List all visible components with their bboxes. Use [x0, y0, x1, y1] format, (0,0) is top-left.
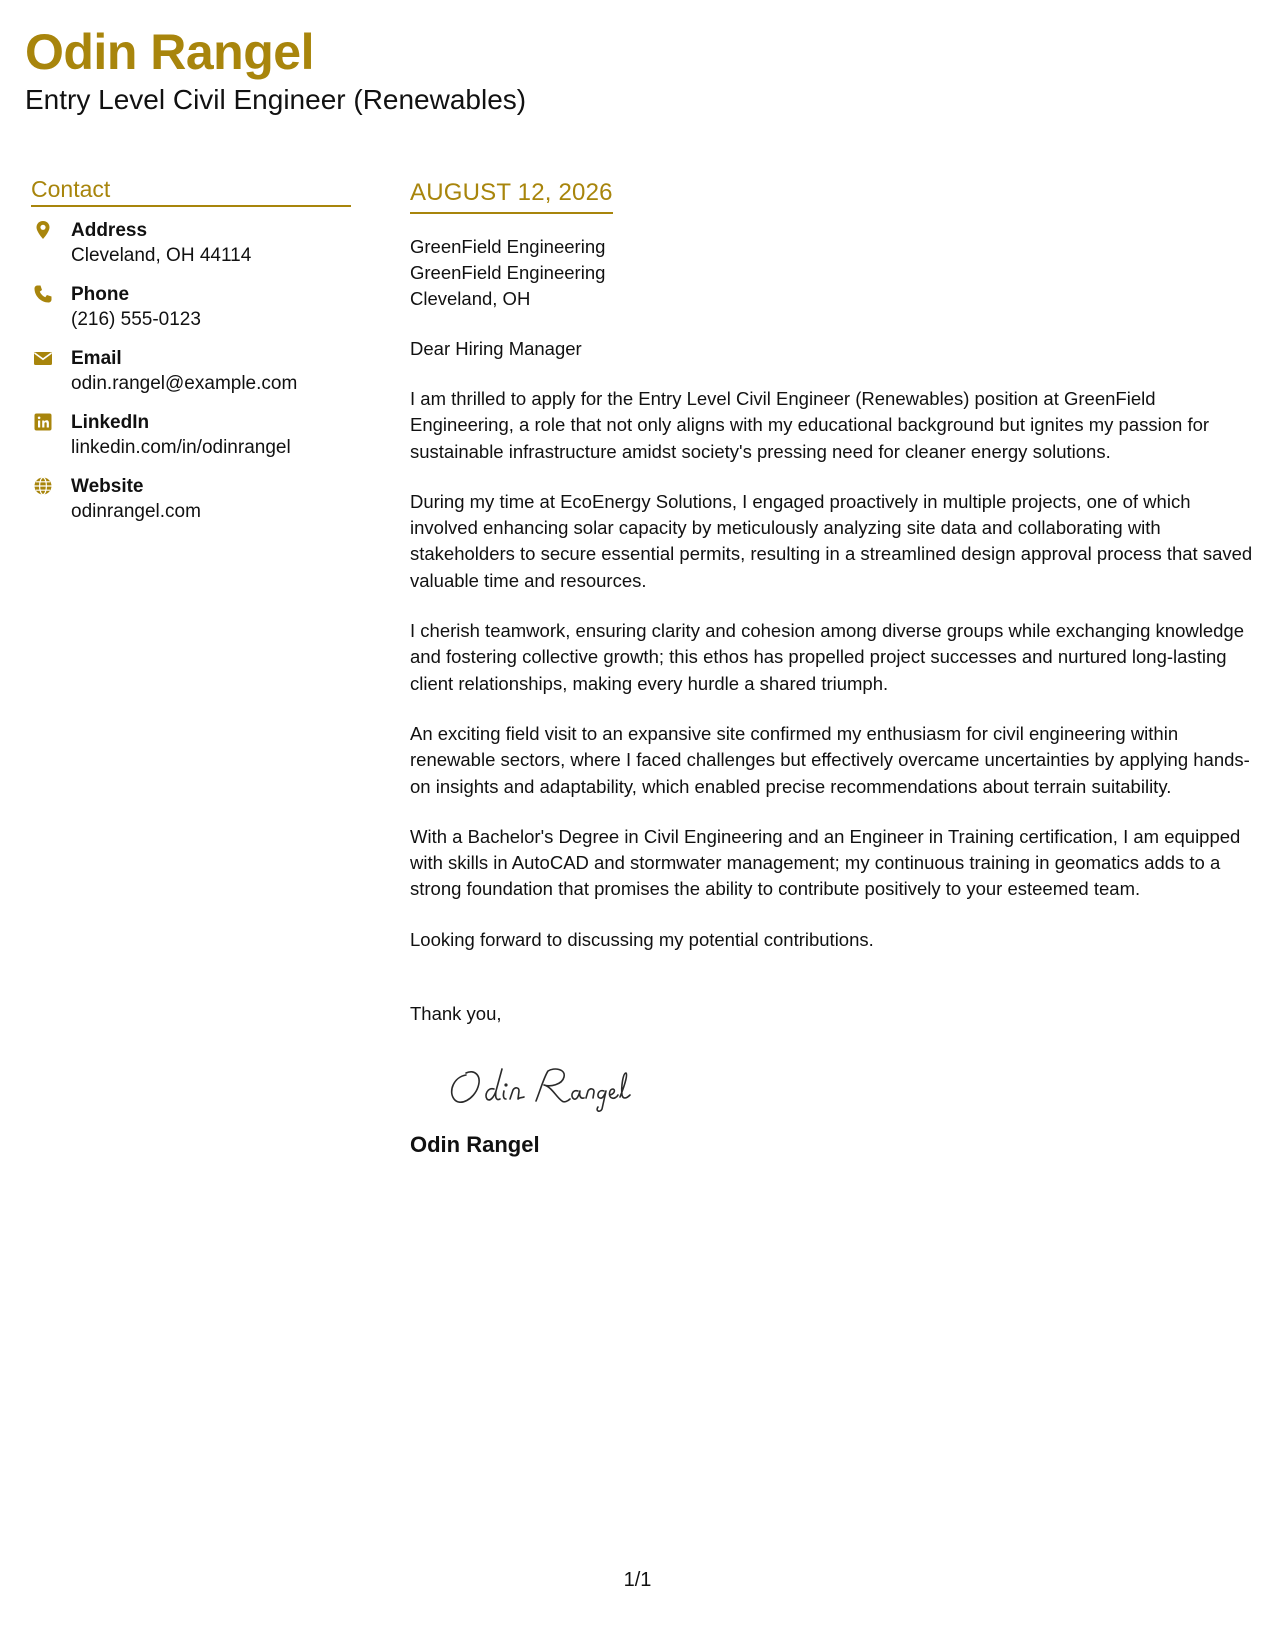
- job-title: Entry Level Civil Engineer (Renewables): [25, 84, 527, 115]
- linkedin-value: linkedin.com/in/odinrangel: [71, 437, 291, 458]
- contact-heading: Contact: [31, 175, 351, 207]
- recipient-line: GreenField Engineering: [410, 236, 606, 257]
- recipient-block: [410, 234, 1260, 312]
- paragraph: With a Bachelor's Degree in Civil Engineering and an Engineer in Training certification, I am equipped with skills in AutoCAD and stormwater management; my continuous training in geomatics adds to a strong foundation that promises the ability to contribute positively to your esteemed team.: [410, 825, 1241, 900]
- address-label: Address: [71, 220, 148, 241]
- applicant-name: Odin Rangel: [25, 24, 314, 80]
- paragraph: During my time at EcoEnergy Solutions, I engaged proactively in multiple projects, one of which involved enhancing solar capacity by meticulously analyzing site data and collaborating with stakeholders to secure essential permits, resulting in a streamlined design approval process that saved valuable time and resources.: [410, 490, 1253, 591]
- linkedin-label: LinkedIn: [71, 412, 150, 433]
- recipient-line: Cleveland, OH: [410, 288, 531, 309]
- website-value: odinrangel.com: [71, 501, 201, 522]
- contact-linkedin: [31, 411, 351, 460]
- website-label: Website: [71, 476, 144, 497]
- globe-icon: [33, 476, 53, 496]
- contact-email: [31, 347, 351, 396]
- paragraph: An exciting field visit to an expansive site confirmed my enthusiasm for civil engineering within renewable sectors, where I faced challenges but effectively overcame uncertainties by applying hands-on insights and adaptability, which enabled precise recommendations about terrain suitability.: [410, 722, 1250, 797]
- email-label: Email: [71, 348, 122, 369]
- salutation: Dear Hiring Manager: [410, 338, 582, 359]
- contact-phone: [31, 283, 351, 332]
- letter-date: AUGUST 12, 2026: [410, 178, 613, 214]
- page-number: 1/1: [623, 1569, 652, 1591]
- handwritten-signature: [444, 1057, 1260, 1117]
- paragraph: Looking forward to discussing my potential contributions.: [410, 928, 874, 950]
- email-value: odin.rangel@example.com: [71, 373, 298, 394]
- paragraph: I am thrilled to apply for the Entry Level Civil Engineer (Renewables) position at GreenField Engineering, a role that not only aligns with my educational background but ignites my passion for sustainable infrastructure amidst society's pressing need for cleaner energy solutions.: [410, 388, 1210, 462]
- map-pin-icon: [33, 220, 53, 240]
- address-value: Cleveland, OH 44114: [71, 245, 252, 266]
- letter-body: [410, 178, 1260, 1159]
- email-icon: [33, 348, 53, 368]
- phone-value: (216) 555-0123: [71, 309, 201, 330]
- signer-name: Odin Rangel: [410, 1132, 540, 1158]
- linkedin-icon: [33, 412, 53, 432]
- contact-sidebar: [31, 175, 351, 539]
- signature-image: [444, 1057, 644, 1117]
- recipient-line: GreenField Engineering: [410, 262, 606, 283]
- closing: Thank you,: [410, 1003, 502, 1025]
- phone-label: Phone: [71, 284, 130, 305]
- contact-website: [31, 475, 351, 524]
- paragraph: I cherish teamwork, ensuring clarity and cohesion among diverse groups while exchanging knowledge and fostering collective growth; this ethos has propelled project successes and nurtured long-lasting client relationships, making every hurdle a shared triumph.: [410, 620, 1244, 694]
- phone-icon: [33, 284, 53, 304]
- contact-address: [31, 219, 351, 268]
